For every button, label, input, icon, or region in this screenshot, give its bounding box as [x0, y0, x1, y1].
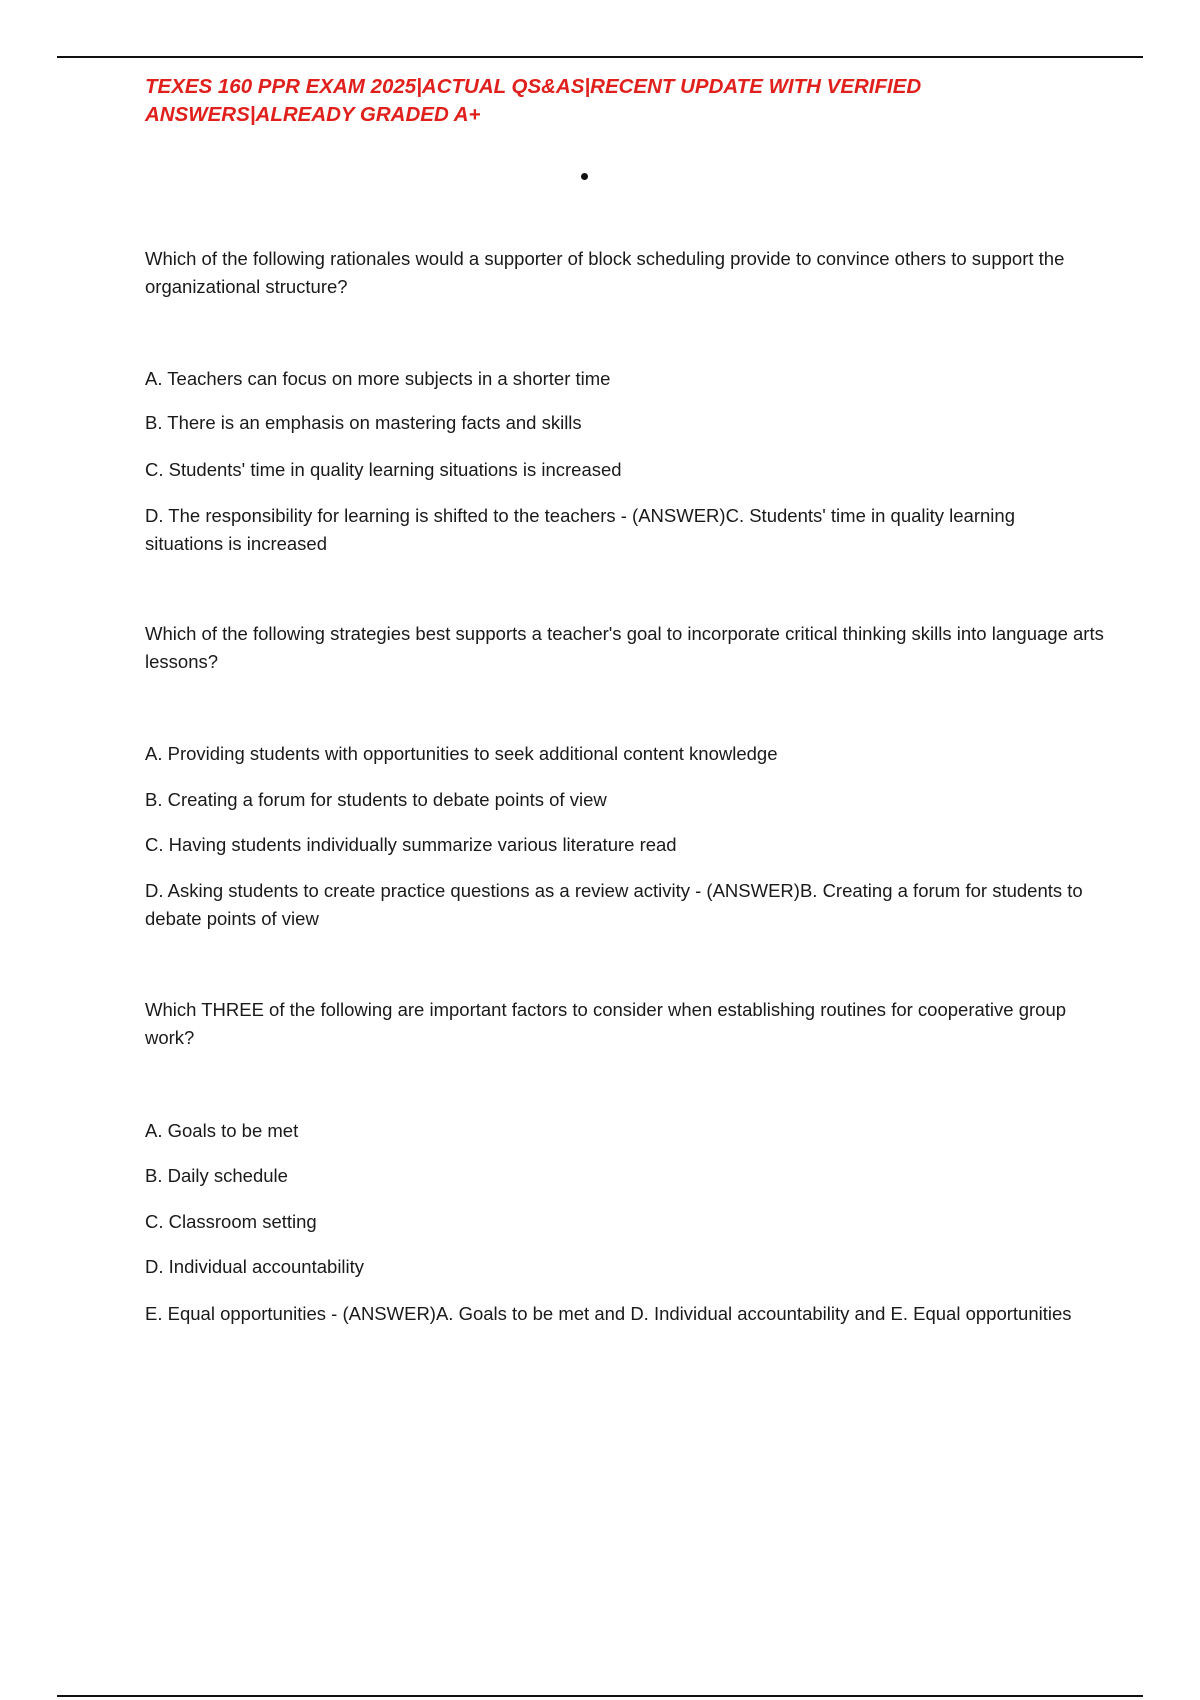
question-1-prompt: Which of the following rationales would a supporter of block scheduling provide to convince others to support the organizational structure?	[145, 248, 1065, 297]
question-2-option-b: B. Creating a forum for students to debate points of view	[145, 789, 607, 810]
question-3-option-d: D. Individual accountability	[145, 1256, 365, 1277]
question-3-option-c: C. Classroom setting	[145, 1211, 317, 1232]
question-3-option-b: B. Daily schedule	[145, 1165, 288, 1186]
bullet-marker	[581, 173, 588, 180]
document-title: TEXES 160 PPR EXAM 2025|ACTUAL QS&AS|RECENT UPDATE WITH VERIFIED ANSWERS|ALREADY GRADED A+	[145, 75, 922, 126]
question-1-option-c: C. Students' time in quality learning situations is increased	[145, 459, 622, 480]
question-3-prompt: Which THREE of the following are important factors to consider when establishing routines for cooperative group work?	[145, 999, 1067, 1048]
question-2-option-a: A. Providing students with opportunities to seek additional content knowledge	[145, 743, 778, 764]
top-rule	[57, 56, 1143, 58]
question-2-option-c: C. Having students individually summarize various literature read	[145, 834, 677, 855]
question-3-option-a: A. Goals to be met	[145, 1120, 299, 1141]
bottom-rule	[57, 1695, 1143, 1697]
question-1-option-d-answer: D. The responsibility for learning is shifted to the teachers - (ANSWER)C. Students' time in quality learning situations is increased	[145, 505, 1015, 554]
question-3-option-e-answer: E. Equal opportunities - (ANSWER)A. Goals to be met and D. Individual accountability and E. Equal opportunities	[145, 1303, 1072, 1324]
question-1-option-b: B. There is an emphasis on mastering facts and skills	[145, 412, 582, 433]
question-2-option-d-answer: D. Asking students to create practice questions as a review activity - (ANSWER)B. Creating a forum for students to debate points of view	[145, 880, 1083, 929]
question-1-option-a: A. Teachers can focus on more subjects in a shorter time	[145, 368, 611, 389]
question-2-prompt: Which of the following strategies best supports a teacher's goal to incorporate critical thinking skills into language arts lessons?	[145, 623, 1104, 672]
